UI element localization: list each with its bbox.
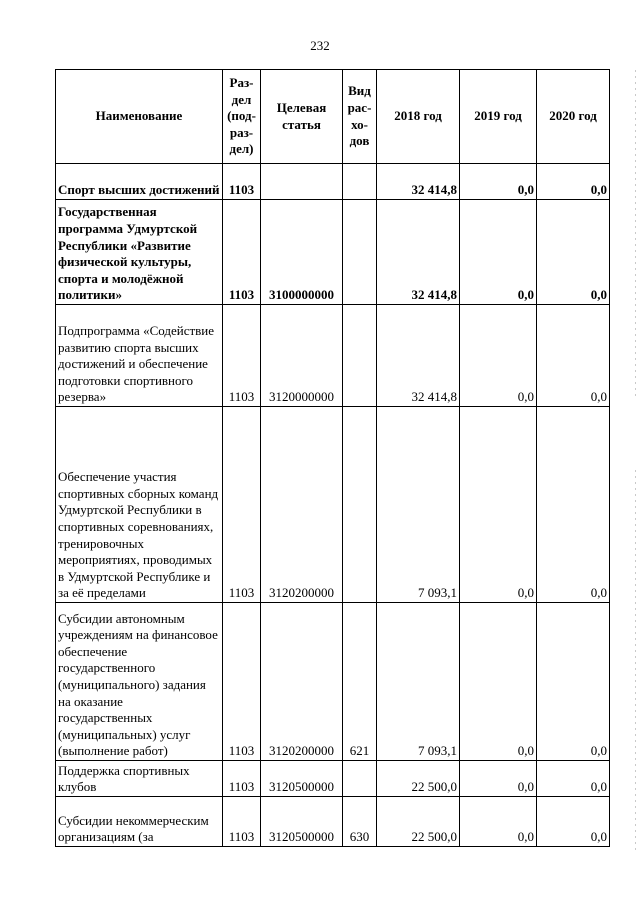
row-name: Обеспечение участия спортивных сборных команд Удмуртской Республики в спортивных соревнованиях, тренировочных мероприятиях, проводимых в Удмуртской Республике и за её пределами (56, 407, 223, 603)
row-article: 3120200000 (261, 407, 343, 603)
col-header-section: Раз- дел (под- раз- дел) (223, 70, 261, 164)
row-name: Спорт высших достижений (56, 164, 223, 200)
row-2019: 0,0 (460, 164, 537, 200)
row-article: 3100000000 (261, 200, 343, 305)
col-header-type: Вид рас- хо- дов (343, 70, 377, 164)
row-type (343, 761, 377, 797)
col-header-article: Целевая статья (261, 70, 343, 164)
row-2019: 0,0 (460, 305, 537, 407)
row-2020: 0,0 (537, 407, 610, 603)
budget-table (55, 69, 610, 847)
col-header-name: Наименование (56, 70, 223, 164)
row-type (343, 407, 377, 603)
row-section: 1103 (223, 603, 261, 761)
row-2019: 0,0 (460, 603, 537, 761)
row-section: 1103 (223, 164, 261, 200)
row-2018: 7 093,1 (377, 407, 460, 603)
table-row (56, 761, 610, 797)
row-name: Субсидии некоммерческим организациям (за (56, 797, 223, 847)
row-article: 3120500000 (261, 797, 343, 847)
col-header-2020: 2020 год (537, 70, 610, 164)
row-name: Поддержка спортивных клубов (56, 761, 223, 797)
row-article: 3120200000 (261, 603, 343, 761)
row-2018: 32 414,8 (377, 164, 460, 200)
table-row (56, 603, 610, 761)
row-2020: 0,0 (537, 164, 610, 200)
row-type: 630 (343, 797, 377, 847)
row-2020: 0,0 (537, 603, 610, 761)
table-row (56, 407, 610, 603)
row-2020: 0,0 (537, 200, 610, 305)
row-section: 1103 (223, 200, 261, 305)
row-2019: 0,0 (460, 761, 537, 797)
page-number: 232 (310, 38, 330, 53)
row-2018: 32 414,8 (377, 305, 460, 407)
row-2018: 32 414,8 (377, 200, 460, 305)
row-2018: 7 093,1 (377, 603, 460, 761)
row-type: 621 (343, 603, 377, 761)
table-header-row (56, 70, 610, 164)
col-header-2019: 2019 год (460, 70, 537, 164)
row-name: Государственная программа Удмуртской Республики «Развитие физической культуры, спорта и молодёжной политики» (56, 200, 223, 305)
row-2018: 22 500,0 (377, 797, 460, 847)
row-article (261, 164, 343, 200)
table-row (56, 305, 610, 407)
row-2019: 0,0 (460, 797, 537, 847)
row-2020: 0,0 (537, 305, 610, 407)
row-article: 3120000000 (261, 305, 343, 407)
row-section: 1103 (223, 305, 261, 407)
col-header-2018: 2018 год (377, 70, 460, 164)
row-name: Субсидии автономным учреждениям на финансовое обеспечение государственного (муниципального) задания на оказание государственных (муниципальных) услуг (выполнение работ) (56, 603, 223, 761)
row-2018: 22 500,0 (377, 761, 460, 797)
table-row (56, 797, 610, 847)
row-article: 3120500000 (261, 761, 343, 797)
row-name: Подпрограмма «Содействие развитию спорта высших достижений и обеспечение подготовки спортивного резерва» (56, 305, 223, 407)
row-type (343, 305, 377, 407)
row-2020: 0,0 (537, 761, 610, 797)
row-2019: 0,0 (460, 407, 537, 603)
row-section: 1103 (223, 797, 261, 847)
margin-dots (635, 70, 636, 400)
row-2020: 0,0 (537, 797, 610, 847)
margin-dots (635, 470, 636, 850)
row-section: 1103 (223, 407, 261, 603)
row-type (343, 200, 377, 305)
row-type (343, 164, 377, 200)
table-row (56, 164, 610, 200)
row-section: 1103 (223, 761, 261, 797)
row-2019: 0,0 (460, 200, 537, 305)
table-row (56, 200, 610, 305)
